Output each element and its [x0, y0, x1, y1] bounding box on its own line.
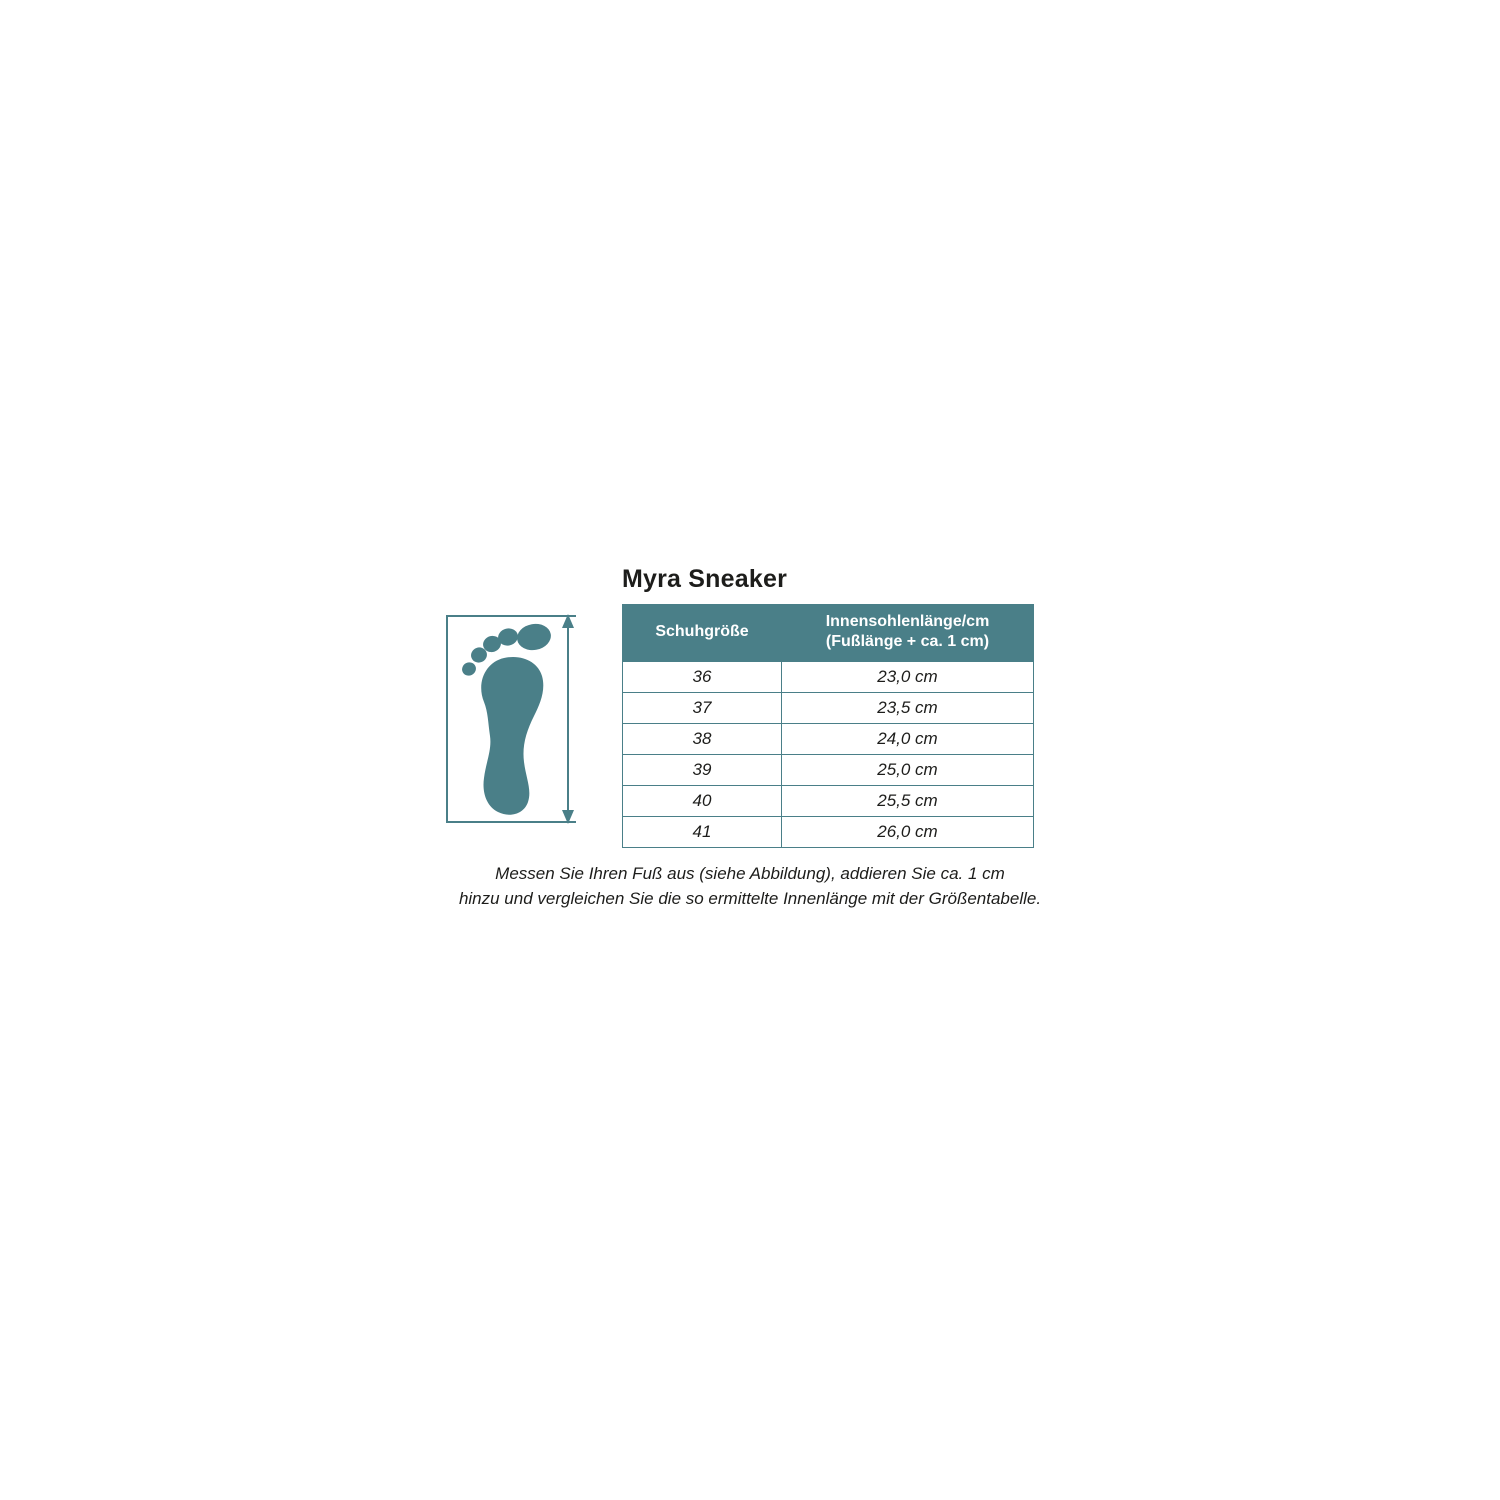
table-row — [623, 786, 1034, 817]
cell-shoe-size: 40 — [623, 786, 782, 817]
cell-insole-length: 24,0 cm — [782, 724, 1034, 755]
table-row — [623, 755, 1034, 786]
size-table-wrapper — [622, 604, 1060, 848]
page-title: Myra Sneaker — [622, 565, 787, 593]
table-row — [623, 693, 1034, 724]
cell-insole-length: 23,5 cm — [782, 693, 1034, 724]
cell-shoe-size: 36 — [623, 662, 782, 693]
shoe-size-chart — [440, 565, 1060, 911]
measurement-instructions-line-2: hinzu und vergleichen Sie die so ermittelte Innenlänge mit der Größentabelle. — [458, 888, 1042, 908]
table-header-row — [623, 605, 1034, 662]
cell-insole-length: 23,0 cm — [782, 662, 1034, 693]
table-row — [623, 724, 1034, 755]
cell-shoe-size: 37 — [623, 693, 782, 724]
cell-insole-length: 26,0 cm — [782, 817, 1034, 848]
column-header-shoe-size: Schuhgröße — [623, 605, 782, 662]
table-row — [623, 662, 1034, 693]
measurement-instructions-line-1: Messen Sie Ihren Fuß aus (siehe Abbildung), addieren Sie ca. 1 cm — [495, 864, 1005, 883]
footprint-diagram-icon — [440, 604, 600, 834]
column-header-insole-length-main: Innensohlenlänge/cm — [825, 613, 990, 630]
cell-shoe-size: 39 — [623, 755, 782, 786]
cell-insole-length: 25,5 cm — [782, 786, 1034, 817]
table-row — [623, 817, 1034, 848]
column-header-insole-length — [782, 605, 1034, 662]
size-table-body — [623, 662, 1034, 848]
foot-measurement-illustration — [440, 604, 600, 834]
measurement-instructions — [440, 862, 1060, 911]
size-table — [622, 604, 1034, 848]
column-header-insole-length-sub: (Fußlänge + ca. 1 cm) — [825, 633, 990, 650]
size-table-head — [623, 605, 1034, 662]
chart-body — [440, 604, 1060, 848]
cell-shoe-size: 38 — [623, 724, 782, 755]
cell-insole-length: 25,0 cm — [782, 755, 1034, 786]
cell-shoe-size: 41 — [623, 817, 782, 848]
